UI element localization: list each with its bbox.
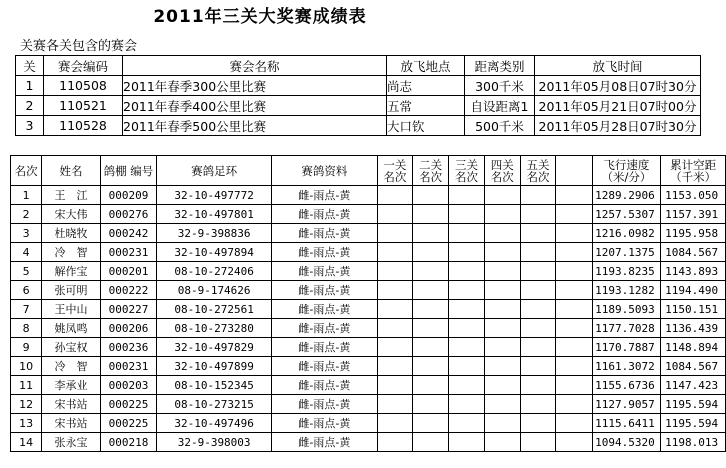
stage-rank-cell <box>377 300 413 319</box>
stage-rank-cell <box>413 338 449 357</box>
table-row <box>16 76 701 96</box>
stage-rank-cell <box>413 243 449 262</box>
loft-id-cell: 000227 <box>100 300 156 319</box>
results-header-cell: 累计空距 （千米） <box>661 156 726 186</box>
ring-number-cell: 32-10-497772 <box>157 186 272 205</box>
stage-rank-cell <box>449 205 485 224</box>
total-distance-cell: 1153.050 <box>661 186 726 205</box>
table-row <box>11 414 726 433</box>
stage-rank-cell <box>377 376 413 395</box>
speed-cell: 1094.5320 <box>592 433 661 452</box>
stage-rank-cell <box>520 433 556 452</box>
stage-rank-cell <box>413 433 449 452</box>
fancier-name-cell: 冷 智 <box>42 357 101 376</box>
loft-id-cell: 000206 <box>100 319 156 338</box>
speed-cell: 1170.7887 <box>592 338 661 357</box>
stage-rank-cell <box>556 300 592 319</box>
rank-cell: 5 <box>11 262 42 281</box>
race-code-cell: 110521 <box>44 96 123 116</box>
rank-cell: 12 <box>11 395 42 414</box>
total-distance-cell: 1148.894 <box>661 338 726 357</box>
total-distance-cell: 1084.567 <box>661 357 726 376</box>
results-header-cell: 五关 名次 <box>520 156 556 186</box>
stage-rank-cell <box>520 319 556 338</box>
pigeon-info-cell: 雌-雨点-黄 <box>272 433 377 452</box>
ring-number-cell: 08-10-273215 <box>157 395 272 414</box>
rank-cell: 10 <box>11 357 42 376</box>
stage-rank-cell <box>413 186 449 205</box>
pigeon-info-cell: 雌-雨点-黄 <box>272 414 377 433</box>
loft-id-cell: 000231 <box>100 243 156 262</box>
stage-rank-cell <box>556 319 592 338</box>
table-row <box>11 338 726 357</box>
loft-id-cell: 000225 <box>100 395 156 414</box>
races-header-cell: 距离类别 <box>465 56 535 76</box>
table-row <box>11 433 726 452</box>
stage-rank-cell <box>556 186 592 205</box>
stage-rank-cell <box>484 243 520 262</box>
races-header-cell: 赛会名称 <box>123 56 387 76</box>
release-time-cell: 2011年05月08日07时30分 <box>535 76 701 96</box>
stage-rank-cell <box>377 414 413 433</box>
fancier-name-cell: 王中山 <box>42 300 101 319</box>
total-distance-cell: 1194.490 <box>661 281 726 300</box>
stage-rank-cell <box>413 414 449 433</box>
results-header-cell: 二关 名次 <box>413 156 449 186</box>
speed-cell: 1193.1282 <box>592 281 661 300</box>
stage-rank-cell <box>377 433 413 452</box>
total-distance-cell: 1147.423 <box>661 376 726 395</box>
stage-rank-cell <box>484 205 520 224</box>
results-header-cell: 四关 名次 <box>484 156 520 186</box>
results-header-cell: 赛鸽足环 <box>157 156 272 186</box>
distance-type-cell: 自设距离1 <box>465 96 535 116</box>
release-time-cell: 2011年05月21日07时00分 <box>535 96 701 116</box>
stage-rank-cell <box>449 186 485 205</box>
pigeon-info-cell: 雌-雨点-黄 <box>272 205 377 224</box>
pigeon-info-cell: 雌-雨点-黄 <box>272 395 377 414</box>
rank-cell: 7 <box>11 300 42 319</box>
stage-rank-cell <box>413 205 449 224</box>
stage-rank-cell <box>556 205 592 224</box>
ring-number-cell: 32-10-497829 <box>157 338 272 357</box>
races-table <box>15 55 701 136</box>
total-distance-cell: 1198.013 <box>661 433 726 452</box>
release-place-cell: 大口钦 <box>387 116 465 136</box>
loft-id-cell: 000203 <box>100 376 156 395</box>
total-distance-cell: 1195.594 <box>661 414 726 433</box>
stage-rank-cell <box>413 300 449 319</box>
rank-cell: 11 <box>11 376 42 395</box>
results-header-cell: 赛鸽资料 <box>272 156 377 186</box>
ring-number-cell: 08-10-272561 <box>157 300 272 319</box>
stage-rank-cell <box>520 243 556 262</box>
table-row <box>11 186 726 205</box>
stage-rank-cell <box>377 224 413 243</box>
fancier-name-cell: 杜晓牧 <box>42 224 101 243</box>
pigeon-info-cell: 雌-雨点-黄 <box>272 338 377 357</box>
stage-rank-cell <box>449 357 485 376</box>
race-name-cell: 2011年春季500公里比赛 <box>123 116 387 136</box>
ring-number-cell: 32-9-398836 <box>157 224 272 243</box>
stage-rank-cell <box>449 300 485 319</box>
loft-id-cell: 000242 <box>100 224 156 243</box>
rank-cell: 2 <box>11 205 42 224</box>
fancier-name-cell: 解作宝 <box>42 262 101 281</box>
stage-rank-cell <box>449 433 485 452</box>
loft-id-cell: 000209 <box>100 186 156 205</box>
table-row <box>11 205 726 224</box>
fancier-name-cell: 王 江 <box>42 186 101 205</box>
loft-id-cell: 000231 <box>100 357 156 376</box>
stage-rank-cell <box>449 262 485 281</box>
results-header-cell: 一关 名次 <box>377 156 413 186</box>
speed-cell: 1207.1375 <box>592 243 661 262</box>
stage-rank-cell <box>413 357 449 376</box>
results-header-cell <box>556 156 592 186</box>
rank-cell: 14 <box>11 433 42 452</box>
races-caption: 关赛各关包含的赛会 <box>20 39 138 54</box>
loft-id-cell: 000225 <box>100 414 156 433</box>
table-row <box>11 281 726 300</box>
table-row <box>11 357 726 376</box>
stage-rank-cell <box>484 395 520 414</box>
results-header-cell: 鸽棚 编号 <box>100 156 156 186</box>
stage-rank-cell <box>520 357 556 376</box>
stage-rank-cell <box>520 186 556 205</box>
results-header-cell: 名次 <box>11 156 42 186</box>
ring-number-cell: 08-9-174626 <box>157 281 272 300</box>
stage-rank-cell <box>449 338 485 357</box>
ring-number-cell: 32-10-497801 <box>157 205 272 224</box>
speed-cell: 1257.5307 <box>592 205 661 224</box>
rank-cell: 3 <box>11 224 42 243</box>
races-header-cell: 关 <box>16 56 44 76</box>
stage-rank-cell <box>377 357 413 376</box>
stage-rank-cell <box>484 300 520 319</box>
speed-cell: 1177.7028 <box>592 319 661 338</box>
pigeon-info-cell: 雌-雨点-黄 <box>272 224 377 243</box>
stage-rank-cell <box>556 395 592 414</box>
rank-cell: 6 <box>11 281 42 300</box>
stage-rank-cell <box>520 205 556 224</box>
stage-rank-cell <box>377 243 413 262</box>
stage-rank-cell <box>484 281 520 300</box>
pigeon-info-cell: 雌-雨点-黄 <box>272 300 377 319</box>
stage-rank-cell <box>413 262 449 281</box>
fancier-name-cell: 冷 智 <box>42 243 101 262</box>
races-header-cell: 放飞地点 <box>387 56 465 76</box>
stage-rank-cell <box>556 262 592 281</box>
rank-cell: 13 <box>11 414 42 433</box>
stage-rank-cell <box>377 395 413 414</box>
loft-id-cell: 000201 <box>100 262 156 281</box>
total-distance-cell: 1195.594 <box>661 395 726 414</box>
table-row <box>16 96 701 116</box>
table-row <box>16 116 701 136</box>
stage-cell: 2 <box>16 96 44 116</box>
results-header-cell: 三关 名次 <box>449 156 485 186</box>
race-name-cell: 2011年春季400公里比赛 <box>123 96 387 116</box>
fancier-name-cell: 张永宝 <box>42 433 101 452</box>
stage-rank-cell <box>413 319 449 338</box>
stage-rank-cell <box>449 281 485 300</box>
loft-id-cell: 000236 <box>100 338 156 357</box>
distance-type-cell: 300千米 <box>465 76 535 96</box>
stage-rank-cell <box>520 281 556 300</box>
speed-cell: 1216.0982 <box>592 224 661 243</box>
race-name-cell: 2011年春季300公里比赛 <box>123 76 387 96</box>
fancier-name-cell: 宋书站 <box>42 414 101 433</box>
stage-rank-cell <box>449 395 485 414</box>
stage-rank-cell <box>377 186 413 205</box>
races-header-cell: 赛会编码 <box>44 56 123 76</box>
fancier-name-cell: 宋大伟 <box>42 205 101 224</box>
stage-rank-cell <box>520 338 556 357</box>
races-header-cell: 放飞时间 <box>535 56 701 76</box>
speed-cell: 1193.8235 <box>592 262 661 281</box>
stage-rank-cell <box>484 338 520 357</box>
stage-rank-cell <box>484 357 520 376</box>
fancier-name-cell: 姚凤鸣 <box>42 319 101 338</box>
stage-rank-cell <box>377 281 413 300</box>
table-row <box>11 243 726 262</box>
ring-number-cell: 08-10-273280 <box>157 319 272 338</box>
rank-cell: 9 <box>11 338 42 357</box>
race-code-cell: 110508 <box>44 76 123 96</box>
results-header-cell: 飞行速度 （米/分） <box>592 156 661 186</box>
stage-rank-cell <box>449 224 485 243</box>
stage-rank-cell <box>520 300 556 319</box>
speed-cell: 1115.6411 <box>592 414 661 433</box>
total-distance-cell: 1084.567 <box>661 243 726 262</box>
stage-rank-cell <box>413 376 449 395</box>
ring-number-cell: 08-10-152345 <box>157 376 272 395</box>
speed-cell: 1155.6736 <box>592 376 661 395</box>
stage-rank-cell <box>449 376 485 395</box>
pigeon-info-cell: 雌-雨点-黄 <box>272 319 377 338</box>
rank-cell: 4 <box>11 243 42 262</box>
stage-rank-cell <box>556 376 592 395</box>
stage-rank-cell <box>413 224 449 243</box>
loft-id-cell: 000218 <box>100 433 156 452</box>
table-row <box>11 319 726 338</box>
speed-cell: 1161.3072 <box>592 357 661 376</box>
ring-number-cell: 32-9-398003 <box>157 433 272 452</box>
pigeon-info-cell: 雌-雨点-黄 <box>272 357 377 376</box>
pigeon-info-cell: 雌-雨点-黄 <box>272 376 377 395</box>
pigeon-info-cell: 雌-雨点-黄 <box>272 281 377 300</box>
table-row <box>11 395 726 414</box>
pigeon-info-cell: 雌-雨点-黄 <box>272 262 377 281</box>
stage-rank-cell <box>520 395 556 414</box>
loft-id-cell: 000222 <box>100 281 156 300</box>
table-row <box>11 376 726 395</box>
distance-type-cell: 500千米 <box>465 116 535 136</box>
stage-rank-cell <box>520 224 556 243</box>
fancier-name-cell: 李承业 <box>42 376 101 395</box>
race-code-cell: 110528 <box>44 116 123 136</box>
total-distance-cell: 1143.893 <box>661 262 726 281</box>
total-distance-cell: 1136.439 <box>661 319 726 338</box>
total-distance-cell: 1195.958 <box>661 224 726 243</box>
ring-number-cell: 32-10-497899 <box>157 357 272 376</box>
stage-rank-cell <box>413 395 449 414</box>
page-title: 2011年三关大奖赛成绩表 <box>153 7 367 27</box>
races-header-row <box>16 56 701 76</box>
stage-rank-cell <box>520 376 556 395</box>
stage-cell: 3 <box>16 116 44 136</box>
ring-number-cell: 32-10-497894 <box>157 243 272 262</box>
stage-rank-cell <box>484 262 520 281</box>
results-table <box>10 155 726 452</box>
stage-rank-cell <box>520 262 556 281</box>
fancier-name-cell: 宋书站 <box>42 395 101 414</box>
stage-rank-cell <box>484 376 520 395</box>
pigeon-info-cell: 雌-雨点-黄 <box>272 186 377 205</box>
stage-rank-cell <box>484 224 520 243</box>
speed-cell: 1289.2906 <box>592 186 661 205</box>
stage-rank-cell <box>377 319 413 338</box>
stage-rank-cell <box>556 243 592 262</box>
rank-cell: 8 <box>11 319 42 338</box>
stage-rank-cell <box>556 338 592 357</box>
stage-rank-cell <box>484 433 520 452</box>
ring-number-cell: 32-10-497496 <box>157 414 272 433</box>
stage-cell: 1 <box>16 76 44 96</box>
table-row <box>11 262 726 281</box>
results-header-row <box>11 156 726 186</box>
stage-rank-cell <box>484 186 520 205</box>
total-distance-cell: 1150.151 <box>661 300 726 319</box>
stage-rank-cell <box>449 414 485 433</box>
fancier-name-cell: 孙宝权 <box>42 338 101 357</box>
results-header-cell: 姓名 <box>42 156 101 186</box>
stage-rank-cell <box>484 414 520 433</box>
rank-cell: 1 <box>11 186 42 205</box>
speed-cell: 1127.9057 <box>592 395 661 414</box>
table-row <box>11 224 726 243</box>
stage-rank-cell <box>377 205 413 224</box>
stage-rank-cell <box>449 319 485 338</box>
stage-rank-cell <box>484 319 520 338</box>
total-distance-cell: 1157.391 <box>661 205 726 224</box>
stage-rank-cell <box>556 414 592 433</box>
pigeon-info-cell: 雌-雨点-黄 <box>272 243 377 262</box>
stage-rank-cell <box>377 262 413 281</box>
stage-rank-cell <box>377 338 413 357</box>
release-place-cell: 尚志 <box>387 76 465 96</box>
stage-rank-cell <box>556 224 592 243</box>
release-time-cell: 2011年05月28日07时30分 <box>535 116 701 136</box>
stage-rank-cell <box>449 243 485 262</box>
stage-rank-cell <box>413 281 449 300</box>
loft-id-cell: 000276 <box>100 205 156 224</box>
speed-cell: 1189.5093 <box>592 300 661 319</box>
release-place-cell: 五常 <box>387 96 465 116</box>
stage-rank-cell <box>520 414 556 433</box>
stage-rank-cell <box>556 281 592 300</box>
table-row <box>11 300 726 319</box>
ring-number-cell: 08-10-272406 <box>157 262 272 281</box>
stage-rank-cell <box>556 433 592 452</box>
fancier-name-cell: 张可明 <box>42 281 101 300</box>
stage-rank-cell <box>556 357 592 376</box>
